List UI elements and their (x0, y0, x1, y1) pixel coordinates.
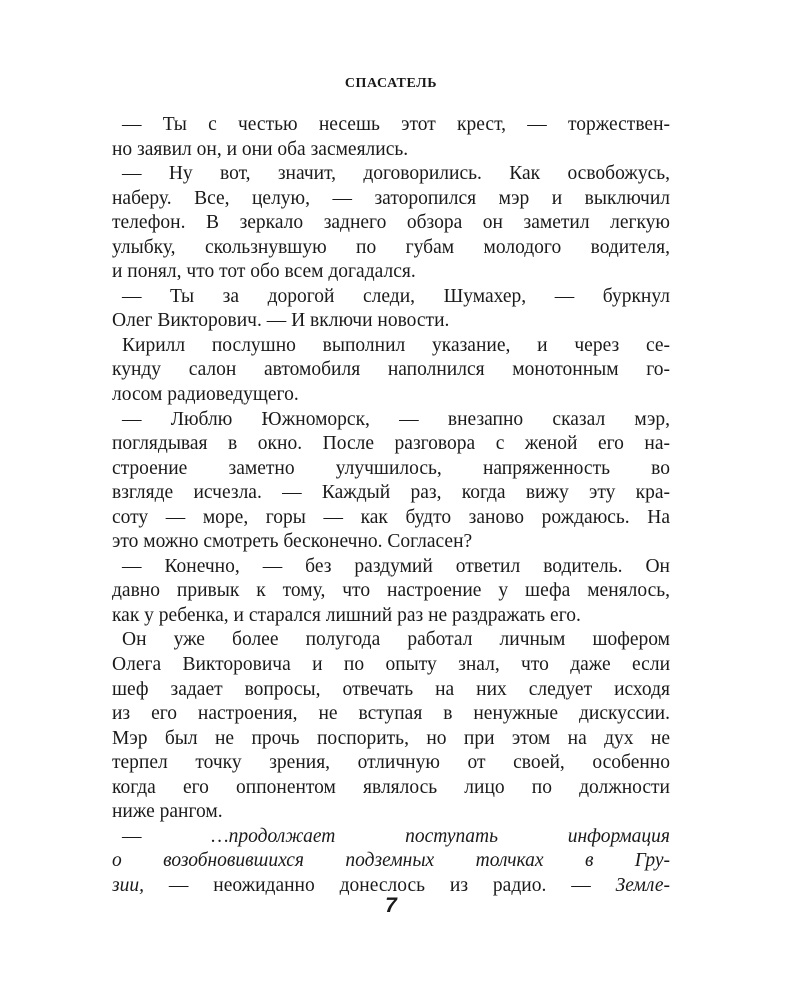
text-line: поглядывая в окно. После разговора с женой его на- (112, 433, 670, 455)
text-line: когда его оппонентом являлось лицо по должности (112, 776, 670, 798)
narration: — неожиданно донеслось из радио. — (143, 874, 616, 896)
running-head: СПАСАТЕЛЬ (344, 76, 438, 91)
text-line: — Ну вот, значит, договорились. Как освобожусь, (122, 163, 670, 185)
text-line: терпел точку зрения, отличную от своей, особенно (112, 752, 670, 774)
dash: — (122, 825, 212, 847)
text-line: — Ты с честью несешь этот крест, — торжествен- (122, 114, 670, 135)
text-line: Мэр был не прочь поспорить, но при этом на дух не (112, 727, 670, 749)
radio-quote: Земле- (615, 874, 670, 896)
text-line: это можно смотреть бесконечно. Согласен? (112, 531, 473, 553)
body-text (112, 113, 670, 899)
text-line: шеф задает вопросы, отвечать на них следует исходя (112, 678, 670, 700)
radio-line: о возобновившихся подземных толчках в Гру- (112, 850, 670, 872)
text-line: телефон. В зеркало заднего обзора он заметил легкую (112, 212, 670, 234)
text-line: наберу. Все, целую, — заторопился мэр и выключил (112, 187, 670, 209)
text-line: строение заметно улучшилось, напряженность во (112, 457, 670, 479)
book-page (112, 0, 670, 1000)
text-line: Олег Викторович. — И включи новости. (112, 310, 450, 332)
text-line: давно привык к тому, что настроение у шефа менялось, (112, 580, 670, 602)
radio-line (112, 825, 670, 850)
text-line: соту — море, горы — как будто заново рождаюсь. На (112, 506, 670, 528)
text-line: но заявил он, и они оба засмеялись. (112, 138, 409, 160)
text-line: и понял, что тот обо всем догадался. (112, 261, 416, 283)
text-line: Олега Викторовича и по опыту знал, что даже если (112, 654, 670, 676)
text-line: — Конечно, — без раздумий ответил водитель. Он (122, 555, 670, 577)
text-line: — Ты за дорогой следи, Шумахер, — буркнул (122, 285, 670, 307)
text-line: Он уже более полугода работал личным шофером (122, 629, 670, 651)
text-line: кунду салон автомобиля наполнился монотонным го- (112, 359, 670, 381)
text-line: ниже рангом. (112, 801, 223, 823)
text-line: взгляде исчезла. — Каждый раз, когда вижу эту кра- (112, 482, 670, 504)
page-number: 7 (385, 894, 397, 917)
text-line: лосом радиоведущего. (112, 384, 299, 406)
radio-quote: …продолжает поступать информация (211, 825, 670, 847)
text-line: — Люблю Южноморск, — внезапно сказал мэр, (122, 408, 670, 430)
text-line: из его настроения, не вступая в ненужные дискуссии. (112, 703, 670, 725)
text-line: как у ребенка, и старался лишний раз не раздражать его. (112, 604, 581, 626)
text-line: Кирилл послушно выполнил указание, и через се- (122, 334, 670, 356)
radio-quote: зии, (112, 874, 144, 896)
text-line: улыбку, скользнувшую по губам молодого водителя, (112, 236, 670, 258)
